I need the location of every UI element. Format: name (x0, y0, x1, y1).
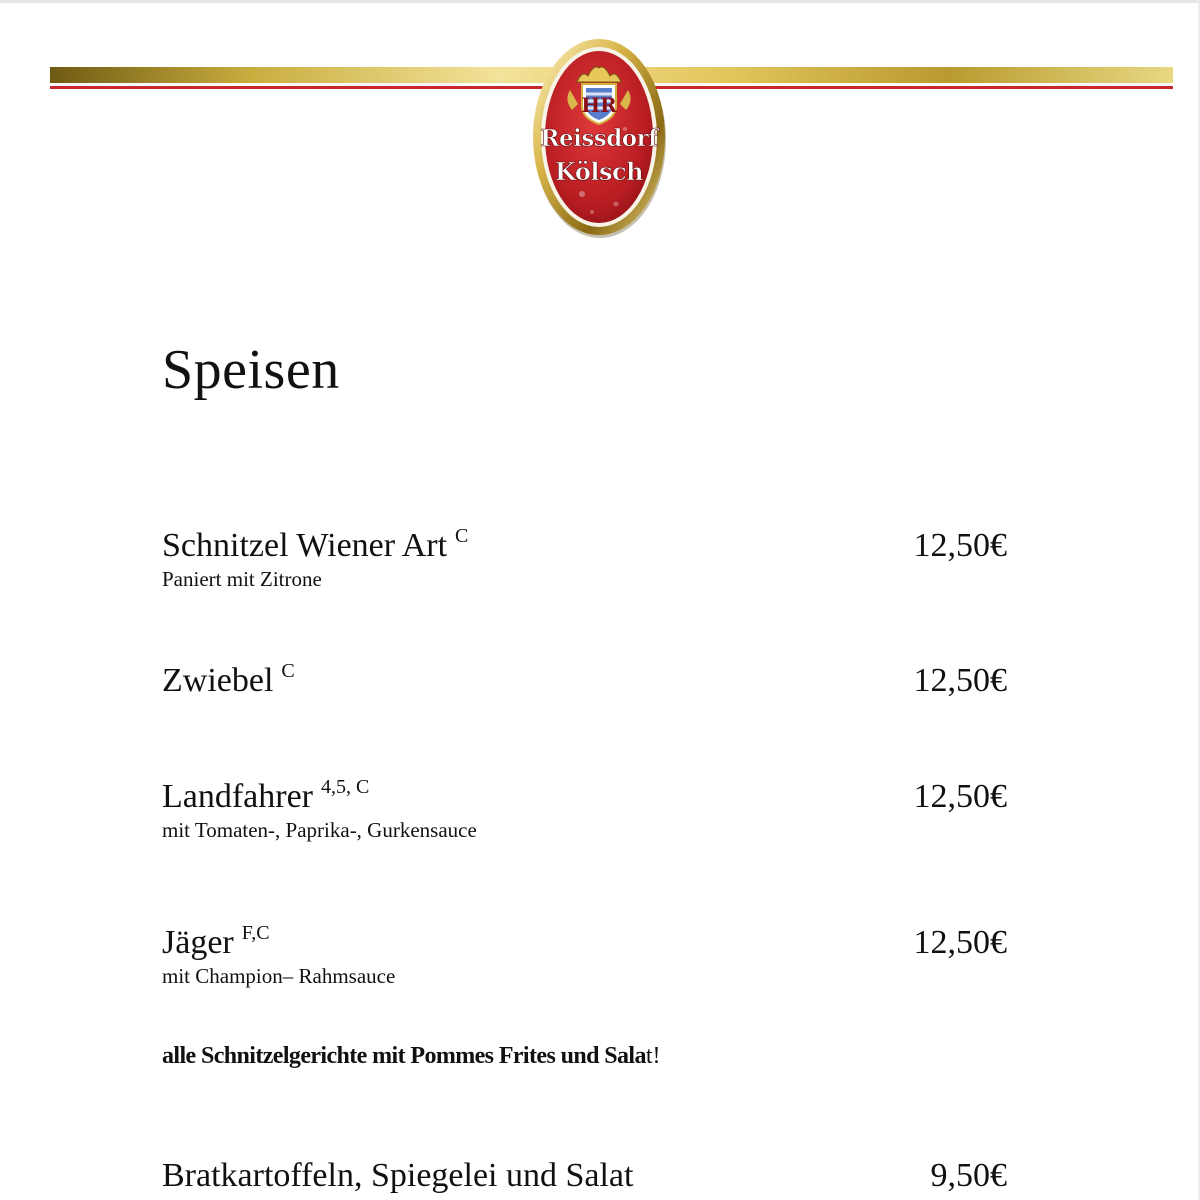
item-price: 9,50€ (930, 1157, 1007, 1194)
page-title: Speisen (162, 339, 340, 401)
item-allergens: C (455, 525, 469, 547)
menu-item-zwiebel (162, 661, 1007, 701)
side-dish-note: alle Schnitzelgerichte mit Pommes Frites und Salat! (162, 1043, 661, 1069)
item-allergens: F,C (241, 922, 270, 944)
svg-text:HR: HR (581, 93, 617, 117)
menu-item-bratkartoffeln (162, 1156, 1007, 1196)
reissdorf-koelsch-logo (530, 34, 670, 240)
item-name: Bratkartoffeln, Spiegelei und Salat (162, 1157, 634, 1194)
item-price: 12,50€ (913, 662, 1007, 699)
item-name: Schnitzel Wiener Art $^C$ (162, 525, 469, 564)
menu-item-landfahrer (162, 777, 1007, 843)
menu-item-schnitzel-wiener-art (162, 526, 1007, 592)
menu-item-jaeger (162, 923, 1007, 989)
item-description: Paniert mit Zitrone (162, 567, 322, 591)
item-allergens: 4,5, C (321, 776, 370, 798)
page-top-edge (0, 0, 1200, 3)
item-description: mit Champion– Rahmsauce (162, 964, 396, 988)
item-price: 12,50€ (913, 778, 1007, 815)
logo-text-koelsch: Kölsch (554, 157, 644, 186)
item-price: 12,50€ (913, 924, 1007, 961)
item-price: 12,50€ (913, 527, 1007, 564)
item-allergens: C (281, 660, 295, 682)
item-name: Jäger $^{F,C}$ (162, 922, 270, 961)
item-name: Zwiebel $^C$ (162, 660, 295, 699)
item-name: Landfahrer $^{4,5, C}$ (162, 776, 370, 815)
item-description: mit Tomaten-, Paprika-, Gurkensauce (162, 818, 477, 842)
logo-text-reissdorf: Reissdorf (540, 125, 658, 152)
